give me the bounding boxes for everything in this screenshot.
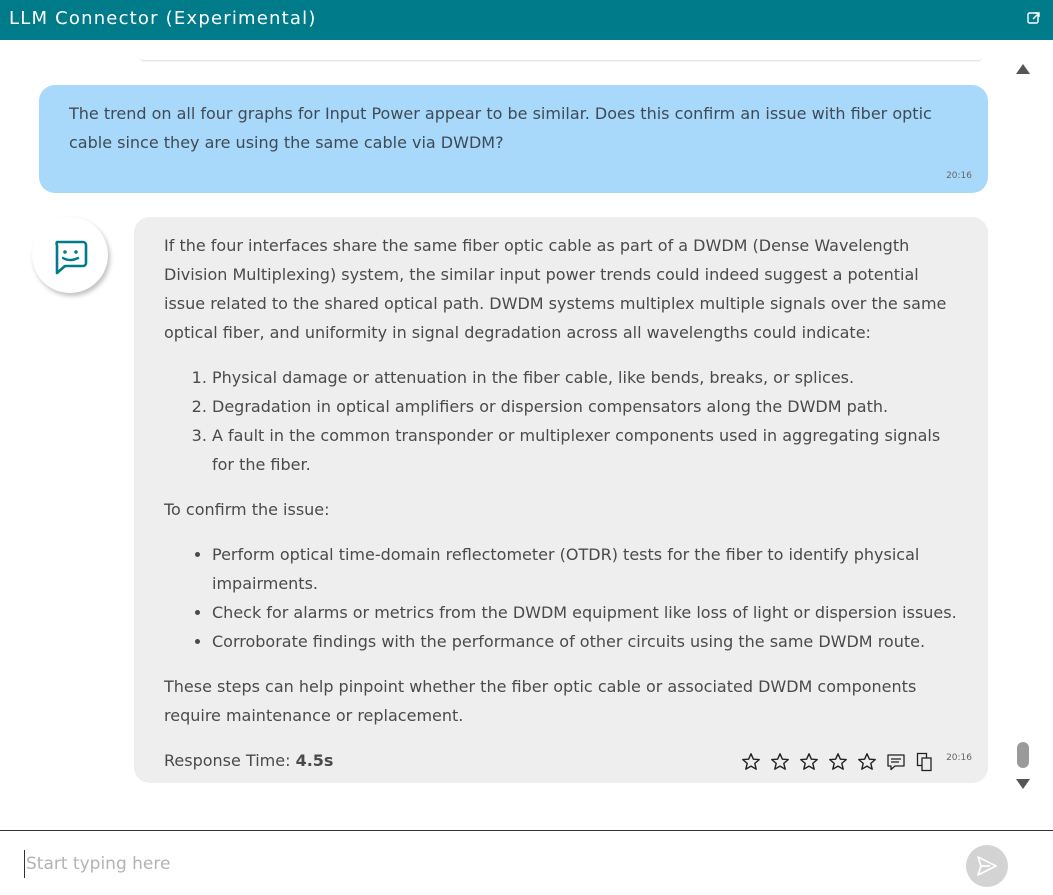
bot-avatar: [32, 217, 108, 293]
bot-message-timestamp: 20:16: [946, 752, 972, 763]
user-message: [39, 85, 988, 193]
app-header: [0, 0, 1053, 40]
composer-divider: [0, 830, 1053, 831]
response-time-value: 4.5s: [295, 751, 334, 770]
response-time-label: Response Time:: [164, 751, 296, 770]
user-message-timestamp: 20:16: [946, 171, 972, 181]
star-icon[interactable]: [857, 752, 877, 772]
bot-intro-text: If the four interfaces share the same fiber optic cable as part of a DWDM (Dense Wavelength Division Multiplexing) system, the similar input power trends could indeed suggest a potential issue related to the shared optical path. DWDM systems multiplex multiple signals over the same optical fiber, and uniformity in signal degradation across all wavelengths could indicate:: [164, 236, 947, 342]
previous-message-edge: [140, 57, 982, 61]
scrollbar-thumb[interactable]: [1017, 742, 1029, 768]
list-item: • Corroborate findings with the performance of other circuits using the same DWDM route.: [212, 627, 958, 656]
list-item: • Perform optical time-domain reflectometer (OTDR) tests for the fiber to identify physical impairments.: [212, 540, 958, 598]
bot-conclusion-text: These steps can help pinpoint whether the fiber optic cable or associated DWDM components require maintenance or replacement.: [164, 677, 917, 725]
copy-icon[interactable]: [915, 752, 935, 772]
confirm-heading: To confirm the issue:: [164, 500, 330, 519]
star-icon[interactable]: [799, 752, 819, 772]
external-link-icon[interactable]: [1027, 11, 1041, 25]
app-title: LLM Connector (Experimental): [9, 8, 317, 29]
chat-bot-icon: [52, 239, 88, 275]
star-icon[interactable]: [741, 752, 761, 772]
star-icon[interactable]: [828, 752, 848, 772]
chat-history[interactable]: [0, 40, 1053, 830]
message-input[interactable]: [24, 850, 948, 878]
user-message-text: The trend on all four graphs for Input Power appear to be similar. Does this confirm an issue with fiber optic cable since they are using the same cable via DWDM?: [69, 104, 932, 152]
bot-message: [134, 217, 988, 783]
send-icon: [976, 855, 998, 877]
list-item: 1. Physical damage or attenuation in the fiber cable, like bends, breaks, or splices.: [212, 363, 958, 392]
scroll-up-arrow-icon[interactable]: [1016, 64, 1030, 74]
bot-bullet-list: [164, 540, 958, 656]
list-item: 2. Degradation in optical amplifiers or dispersion compensators along the DWDM path.: [212, 392, 958, 421]
scroll-down-arrow-icon[interactable]: [1016, 779, 1030, 789]
star-icon[interactable]: [770, 752, 790, 772]
message-actions: [741, 749, 972, 775]
list-item: 3. A fault in the common transponder or multiplexer components used in aggregating signals for the fiber.: [212, 421, 958, 479]
feedback-comment-icon[interactable]: [886, 752, 906, 772]
list-item: • Check for alarms or metrics from the DWDM equipment like loss of light or dispersion issues.: [212, 598, 958, 627]
bot-numbered-list: [164, 363, 958, 479]
send-button[interactable]: [966, 845, 1008, 887]
